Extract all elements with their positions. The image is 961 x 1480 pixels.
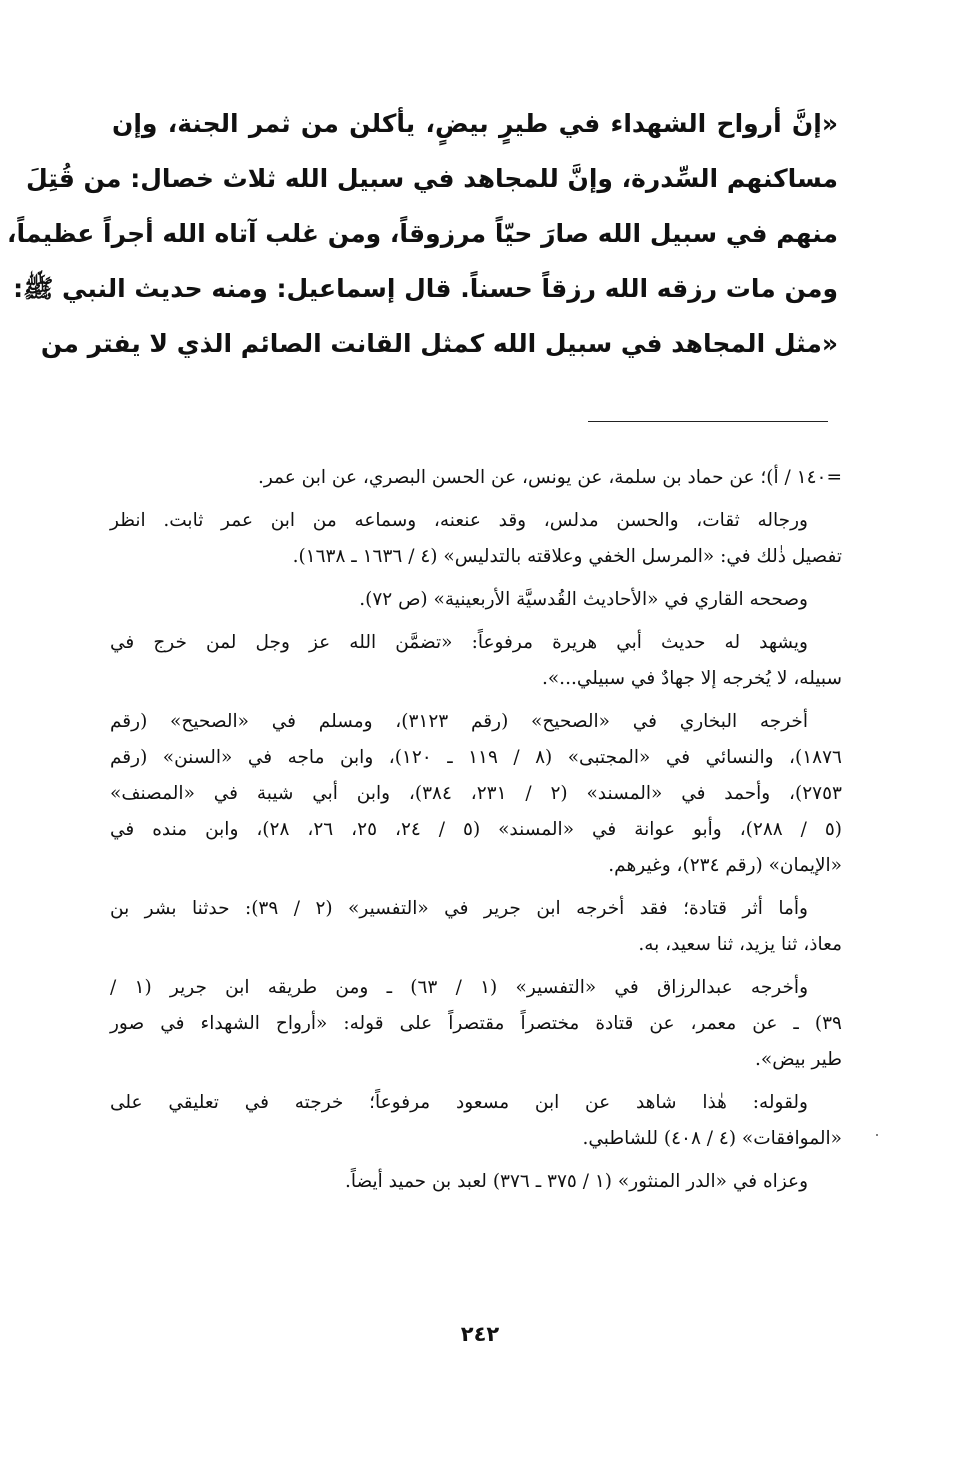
footnote-paragraph — [110, 503, 842, 575]
footnote-paragraph — [110, 582, 842, 618]
footnote-divider — [588, 421, 828, 422]
footnote-line: تفصيل ذٰلك في: «المرسل الخفي وعلاقته بالتدليس» (٤ / ١٦٣٦ ـ ١٦٣٨). — [292, 546, 842, 567]
page-number: ٢٤٢ — [460, 1322, 500, 1346]
footnote-line: (٥ / ٢٨٨)، وأبو عوانة في «المسند» (٥ / ٢٤، ٢٥، ٢٦، ٢٨)، وابن منده في — [110, 819, 843, 840]
footnote-paragraph — [110, 1085, 842, 1157]
footnote-line: ١٨٧٦)، والنسائي في «المجتبى» (٨ / ١١٩ ـ ١٢٠)، وابن ماجه في «السنن» (رقم — [110, 747, 842, 768]
main-text-line: «مثل المجاهد في سبيل الله كمثل القانت الصائم الذي لا يفتر من — [40, 329, 838, 358]
scan-speck — [876, 1134, 878, 1136]
footnote-line: طير بيض». — [755, 1049, 842, 1070]
footnote-paragraph — [110, 625, 842, 697]
footnote-paragraph — [110, 970, 842, 1078]
footnote-paragraph — [110, 460, 842, 496]
main-text-line: منهم في سبيل الله صارَ حيّاً مرزوقاً، ومن غلب آتاه الله أجراً عظيماً، — [7, 219, 838, 248]
footnote-line: ٢٧٥٣)، وأحمد في «المسند» (٢ / ٢٣١، ٣٨٤)، وابن أبي شيبة في «المصنف» — [110, 783, 842, 804]
footnote-line: أخرجه البخاري في «الصحيح» (رقم ٣١٢٣)، ومسلم في «الصحيح» (رقم — [110, 711, 808, 732]
footnote-line: =١٤٠ / أ)؛ عن حماد بن سلمة، عن يونس، عن الحسن البصري، عن ابن عمر. — [257, 467, 842, 488]
footnotes-block — [110, 460, 842, 1207]
footnote-paragraph — [110, 704, 842, 884]
footnote-line: وعزاه في «الدر المنثور» (١ / ٣٧٥ ـ ٣٧٦) لعبد بن حميد أيضاً. — [344, 1171, 808, 1192]
main-text-line: ومن مات رزقه الله رزقاً حسناً. قال إسماعيل: ومنه حديث النبي ﷺ: — [13, 274, 838, 303]
footnote-line: ٣٩) ـ عن معمر، عن قتادة مختصراً مقتصراً على قوله: «أرواح الشهداء في صور — [110, 1013, 842, 1034]
footnote-line: سبيله، لا يُخرجه إلا جهادٌ في سبيلي...». — [541, 668, 842, 689]
footnote-line: وأما أثر قتادة؛ فقد أخرجه ابن جرير في «التفسير» (٢ / ٣٩): حدثنا بشر بن — [110, 898, 808, 919]
footnote-line: وأخرجه عبدالرزاق في «التفسير» (١ / ٦٣) ـ ومن طريقه ابن جرير (١ / — [110, 977, 809, 998]
main-text-line: «إنَّ أرواح الشهداء في طيرٍ بيضٍ، يأكلن من ثمر الجنة، وإن — [112, 109, 838, 138]
footnote-paragraph — [110, 1164, 842, 1200]
main-text-line: مساكنهم السِّدرة، وإنَّ للمجاهد في سبيل الله ثلاث خصال: من قُتِلَ — [25, 164, 838, 193]
footnote-line: «الإيمان» (رقم ٢٣٤)، وغيرهم. — [608, 855, 842, 876]
footnote-line: ورجاله ثقات، والحسن مدلس، وقد عنعنه، وسماعه من ابن عمر ثابت. انظر — [110, 510, 808, 531]
footnote-paragraph — [110, 891, 842, 963]
footnote-line: «الموافقات» (٤ / ٤٠٨) للشاطبي. — [582, 1128, 842, 1149]
footnote-line: ولقوله: هٰذا شاهد عن ابن مسعود مرفوعاً؛ خرجته في تعليقي على — [110, 1092, 808, 1113]
main-text-block — [7, 96, 838, 371]
footnote-line: وصححه القاري في «الأحاديث القُدسيَّة الأربعينية» (ص ٧٢). — [359, 589, 808, 610]
footnote-line: معاذ، ثنا يزيد، ثنا سعيد، به. — [638, 934, 842, 955]
footnote-line: ويشهد له حديث أبي هريرة مرفوعاً: «تضمَّن الله عز وجل لمن خرج في — [110, 632, 808, 653]
